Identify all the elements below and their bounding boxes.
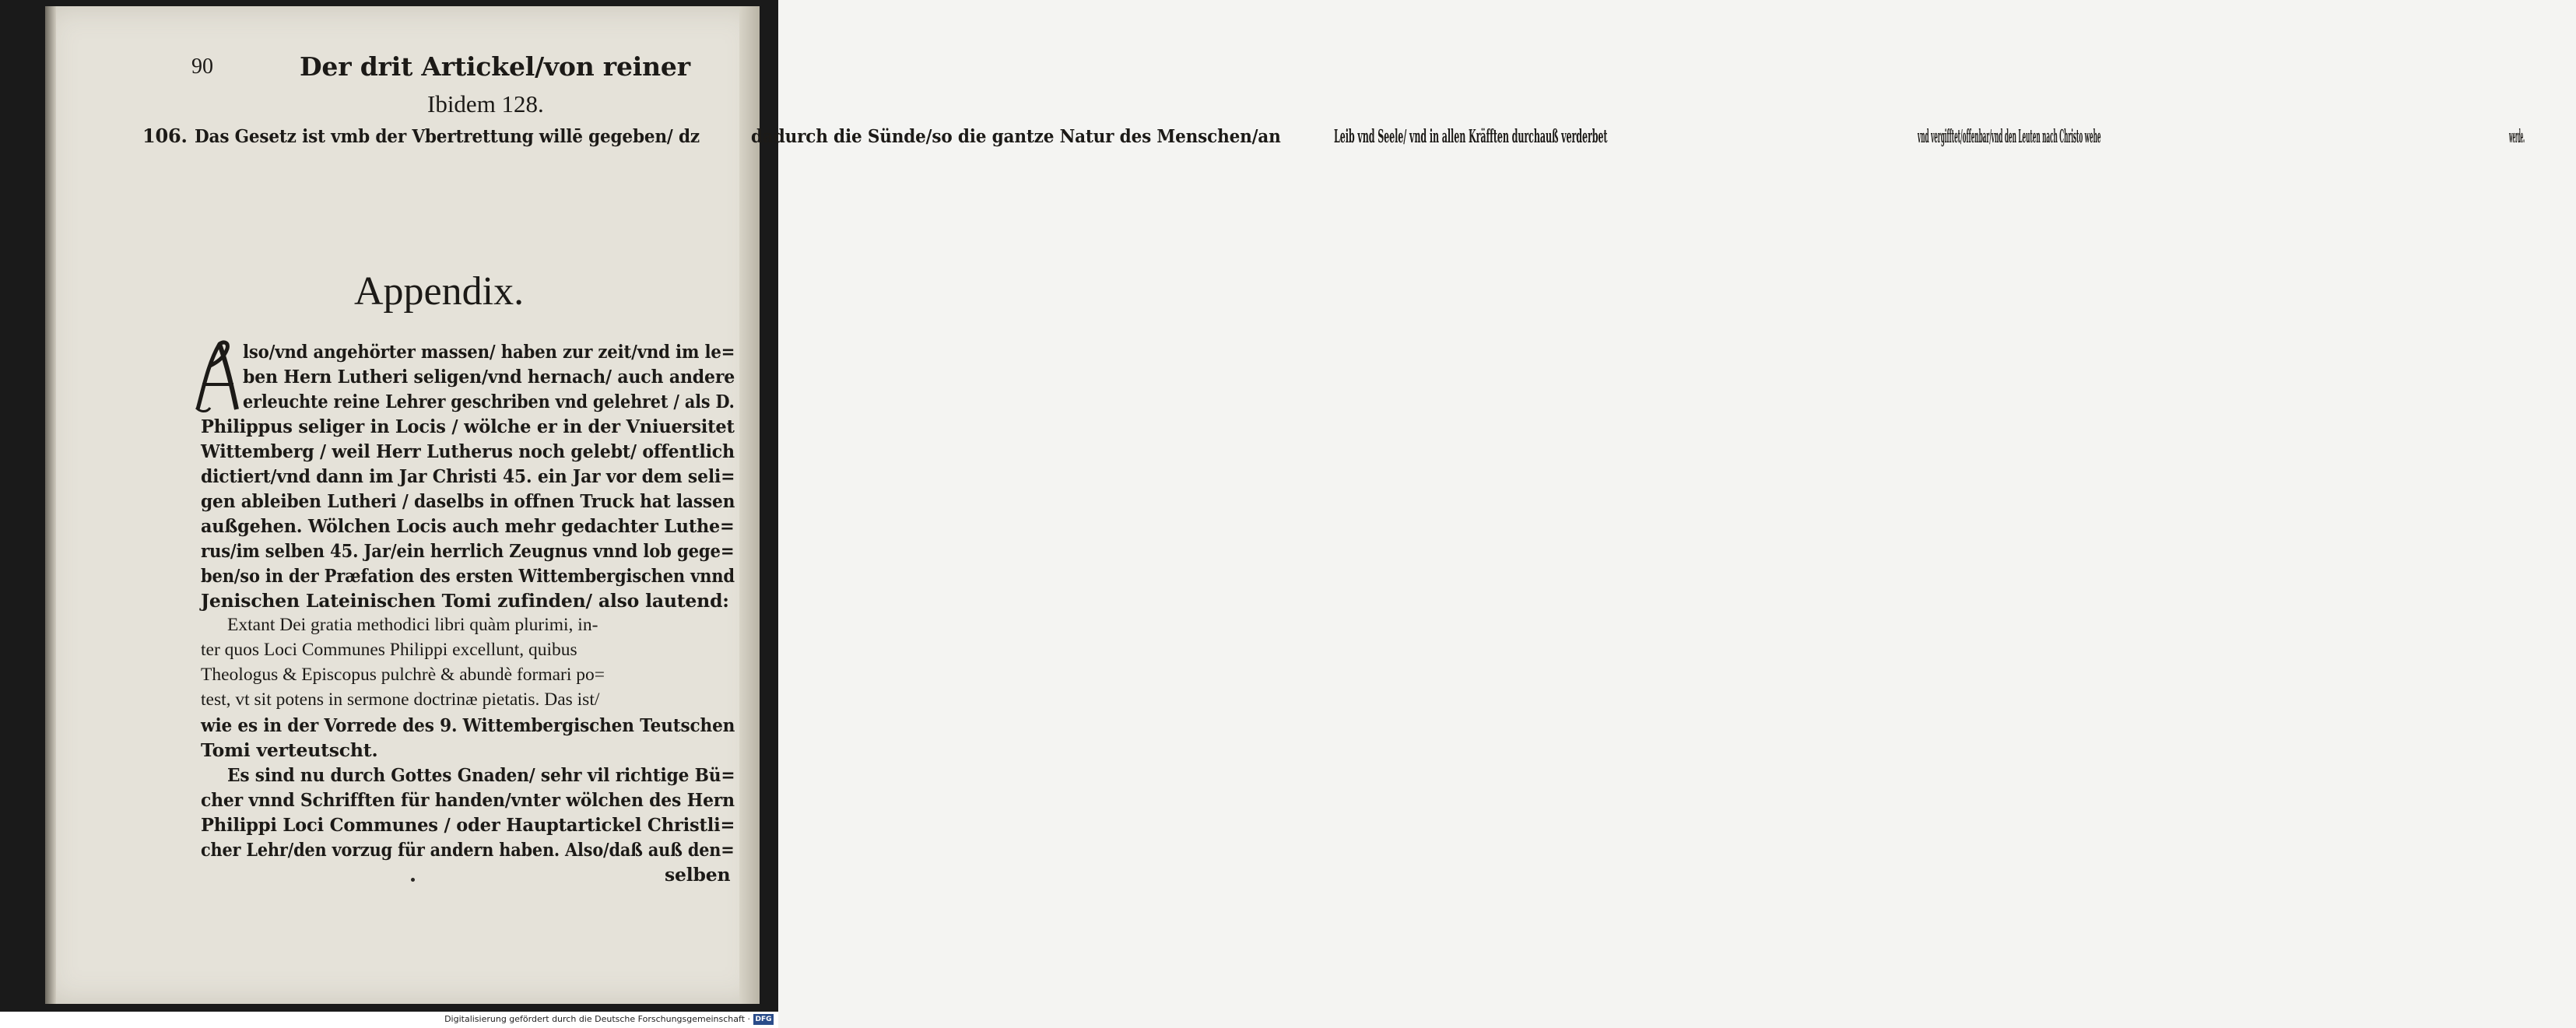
body-line: dictiert/vnd dann im Jar Christi 45. ein Jar vor dem seli= — [201, 465, 735, 487]
body-line: Tomi verteutscht. — [201, 739, 378, 761]
body-line: erleuchte reine Lehrer geschriben vnd gelehret / als D. — [243, 391, 735, 412]
body-line: Philippi Loci Communes / oder Hauptartickel Christli= — [201, 814, 735, 836]
body-line: cher Lehr/den vorzug für andern haben. Also/daß auß den= — [201, 839, 735, 861]
page-number: 90 — [191, 54, 213, 79]
catchword: selben — [665, 864, 731, 886]
page-right-edge — [739, 6, 760, 1004]
digitization-credit: Digitalisierung gefördert durch die Deutsche Forschungsgemeinschaft · — [444, 1014, 750, 1024]
paragraph-1-line: Das Gesetz ist vmb der Vbertrettung willē gegeben/ dz — [195, 125, 700, 147]
margin-number: 106. — [142, 125, 188, 147]
body-line: Jenischen Lateinischen Tomi zufinden/ also lautend: — [201, 590, 729, 612]
paragraph-1-line: Leib vnd Seele/ vnd in allen Kräfften durchauß verderbet — [1334, 125, 1608, 147]
running-head: Der drit Artickel/von reiner — [300, 51, 690, 82]
body-line: Philippus seliger in Locis / wölche er in der Vniuersitet — [201, 416, 735, 437]
latin-quote-line: Theologus & Episcopus pulchrè & abundè formari po= — [201, 665, 605, 685]
ink-speck — [411, 878, 415, 882]
page-gutter-shadow — [45, 6, 56, 1004]
latin-quote-line: Extant Dei gratia methodici libri quàm plurimi, in- — [227, 615, 598, 635]
body-line: gen ableiben Lutheri / daselbs in offnen Truck hat lassen — [201, 490, 735, 512]
body-line: außgehen. Wölchen Locis auch mehr gedachter Luthe= — [201, 515, 735, 537]
body-line: ben Hern Lutheri seligen/vnd hernach/ auch andere — [243, 366, 735, 388]
dfg-logo-icon: DFG — [753, 1014, 774, 1025]
latin-quote-line: ter quos Loci Communes Philippi excellunt, quibus — [201, 640, 577, 660]
body-line: wie es in der Vorrede des 9. Wittembergischen Teutschen — [201, 714, 735, 736]
body-line: rus/im selben 45. Jar/ein herrlich Zeugnus vnnd lob gege= — [201, 540, 735, 562]
paragraph-1-line: werde. — [2509, 125, 2525, 147]
paragraph-1 — [195, 123, 2576, 149]
body-line: Wittemberg / weil Herr Lutherus noch gelebt/ offentlich — [201, 440, 735, 462]
paragraph-1-line: dadurch die Sünde/so die gantze Natur des Menschen/an — [750, 125, 1281, 147]
appendix-heading: Appendix. — [354, 269, 525, 314]
paragraph-1-line: vnd vergifftet/offenbar/vnd den Leuten nach Christo wehe — [1917, 125, 2101, 147]
body-line: lso/vnd angehörter massen/ haben zur zeit/vnd im le= — [243, 341, 735, 363]
reference-line: Ibidem 128. — [427, 90, 544, 118]
body-line: Es sind nu durch Gottes Gnaden/ sehr vil richtige Bü= — [227, 764, 735, 786]
body-line: cher vnnd Schrifften für handen/vnter wölchen des Hern — [201, 789, 735, 811]
latin-quote-line: test, vt sit potens in sermone doctrinæ pietatis. Das ist/ — [201, 689, 600, 710]
body-line: ben/so in der Præfation des ersten Wittembergischen vnnd — [201, 565, 735, 587]
